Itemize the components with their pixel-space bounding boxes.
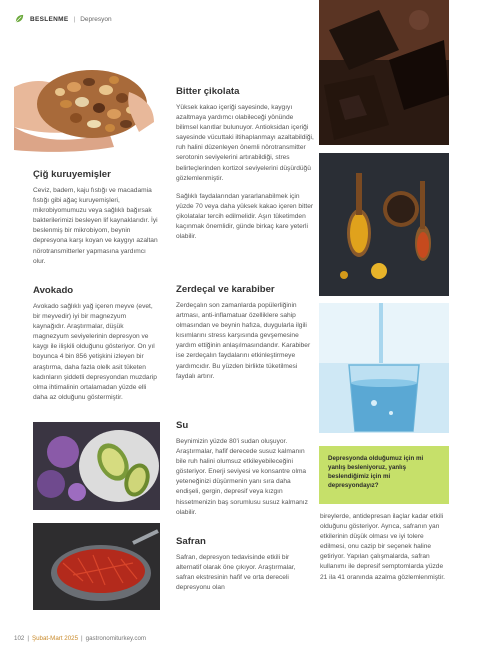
saffron-title: Safran: [176, 536, 206, 547]
footer-separator-2: |: [81, 635, 83, 642]
nuts-image: [14, 32, 154, 152]
issue-date: Şubat-Mart 2025: [31, 635, 79, 642]
turmeric-title: Zerdeçal ve karabiber: [176, 284, 275, 295]
continuation-section: [320, 512, 450, 583]
saffron-text: Safran, depresyon tedavisinde etkili bir alternatif olarak öne çıkıyor. Araştırmalar, safran ekstresinin hafif ve orta dereceli depresyonu olan: [176, 554, 296, 592]
avocado-title: Avokado: [33, 285, 74, 296]
turmeric-section: [176, 284, 314, 382]
leaf-icon: [14, 13, 25, 26]
page-number: 102: [14, 635, 25, 642]
page-footer: [14, 635, 146, 642]
chocolate-text-2: Sağlıklı faydalarından yararlanabilmek için yüzde 70 veya daha yüksek kakao içeren bitter çikolatalar tercih edilmelidir. Aşırı tüketimden kaçınmak önemlidir, günde birkaç kare yeterli olabilir.: [176, 192, 314, 241]
chocolate-title: Bitter çikolata: [176, 86, 240, 97]
nuts-text: Ceviz, badem, kaju fıstığı ve macadamia fıstığı gibi ağaç kuruyemişleri, mikrobiyomumuzu veya sağlıklı bağırsak bakterilerimizi besleyen lif kaynaklarıdır. İyi beslenmiş bir mikrobiyom, beynin depresyona karşı koyan ve kaygıyı azaltan nörotransmitterler yapmasına yardımcı olur.: [33, 187, 158, 265]
callout-box: [319, 446, 449, 504]
saffron-image: [33, 523, 160, 610]
subsection-name: Depresyon: [80, 16, 112, 23]
callout-text: Depresyonda olduğumuz için mi yanlış besleniyoruz, yanlış beslendiğimiz için mi depresyondayız?: [328, 455, 424, 489]
turmeric-text: Zerdeçalın son zamanlarda popülerliğinin artması, anti-inflamatuar özelliklere sahip olmasından ve beynin hafıza, duygularla ilgili kısımlarını stress karşısında gevşemesine yardım ettiğinin anlaşılmasındandır. Karabiber ise zerdeçalın faydalarını etkinleştirmeye yardımcıdır. Bu yüzden birlikte tüketilmesi faydalı artırır.: [176, 302, 311, 380]
saffron-section: [176, 536, 314, 593]
chocolate-section: [176, 86, 314, 242]
page-header: [14, 13, 112, 26]
nuts-section: [33, 169, 159, 267]
avocado-image: [33, 422, 160, 510]
site-name: gastronomiturkey.com: [85, 635, 147, 642]
chocolate-text-1: Yüksek kakao içeriği sayesinde, kaygıyı azaltmaya yardımcı olabileceği yönünde bilimsel kanıtlar bulunuyor. Antioksidan içeriği sayesinde vücuttaki iltihaplanmayı azaltabildiği, ruh halini düzenleyen önemli nörotransmitter serotonin seviyelerini artırabildiği, stres belirteçlerinden kortizol seviyelerini düşürdüğü gözlemlenmiştir.: [176, 104, 314, 182]
chocolate-image: [319, 0, 449, 145]
spices-image: [319, 153, 449, 296]
water-title: Su: [176, 420, 189, 431]
footer-separator-1: |: [27, 635, 29, 642]
water-section: [176, 420, 314, 518]
nuts-title: Çiğ kuruyemişler: [33, 169, 111, 180]
section-name: BESLENME: [30, 16, 69, 23]
water-text: Beynimizin yüzde 80'i sudan oluşuyor. Araştırmalar, hafif derecede susuz kalmanın bile ruh halini olumsuz etkileyebileceğini gösteriyor. Enerji seviyesi ve konsantre olma yeteneğinizi düşürmenin yanı sıra daha endişeli, gergin, depresif veya kızgın hissetmenizin baş sorumlusu susuz kalmanız olabilir.: [176, 438, 308, 516]
avocado-section: [33, 285, 159, 403]
avocado-text: Avokado sağlıklı yağ içeren meyve (evet, bir meyvedir) iyi bir magnezyum kaynağıdır. Araştırmalar, düşük magnezyum seviyelerinin depresyon ve kaygı ile ilişkili olduğunu gösteriyor. On yıl boyunca 4 bin 856 yetişkini izleyen bir araştırma, daha fazla olelk asit tüketen kadınların şiddetli depresyondan muzdarip olma ihtimalinin ortalamadan yüzde elli daha az olduğunu göstermiştir.: [33, 303, 157, 401]
header-separator: |: [73, 16, 76, 23]
water-image: [319, 303, 449, 433]
continuation-text: bireylerde, antidepresan ilaçlar kadar etkili olduğunu gösteriyor. Ayrıca, safranın yan etkilerinin düşük olması ve iyi tolere edilmesi, onu cazip bir seçenek haline getiriyor. Yapılan çalışmalarda, safran kullanımı ile depresif semptomlarda yüzde 21 ila 41 oranında azalma gözlemlenmiştir.: [320, 513, 445, 581]
